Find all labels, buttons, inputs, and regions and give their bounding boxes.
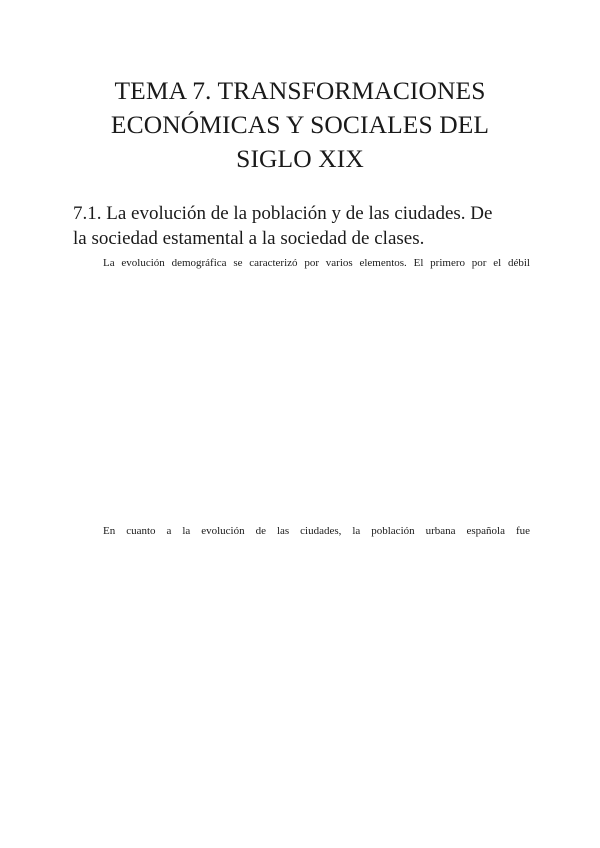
paragraph-population [73,256,530,272]
document-title [60,74,540,176]
text-line: En cuanto a la evolución de las ciudades, la población urbana española fue [103,525,530,537]
title-line: TEMA 7. TRANSFORMACIONES [114,76,486,105]
paragraph-cities [73,524,530,540]
section-heading [73,201,543,251]
heading-line: 7.1. La evolución de la población y de las ciudades. De [73,203,493,224]
title-line: ECONÓMICAS Y SOCIALES DEL [110,110,490,139]
heading-line: la sociedad estamental a la sociedad de clases. [73,228,425,249]
title-line: SIGLO XIX [236,144,364,173]
text-line: La evolución demográfica se caracterizó por varios elementos. El primero por el débil [103,257,530,269]
